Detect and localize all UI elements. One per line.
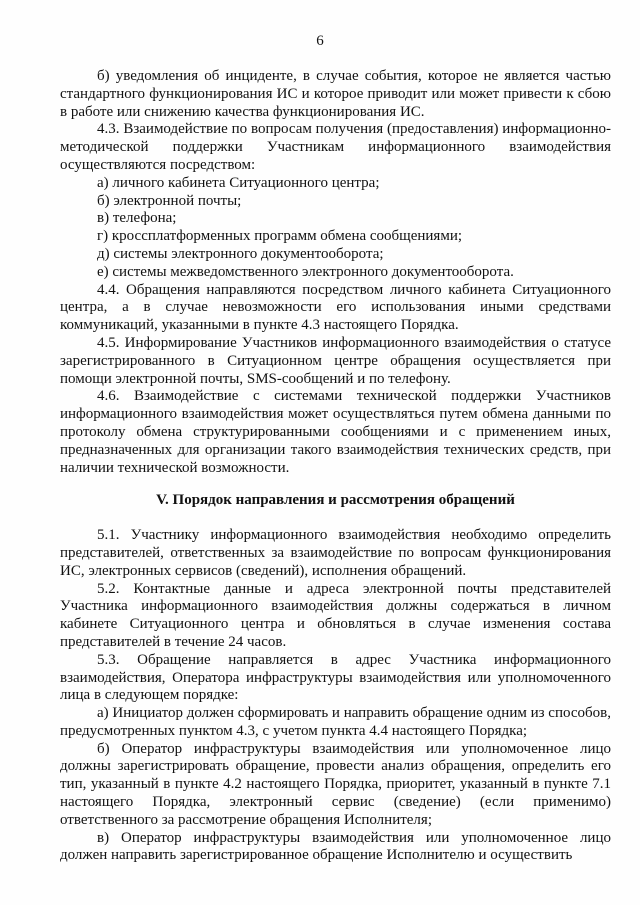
section-heading: V. Порядок направления и рассмотрения обращений xyxy=(156,492,515,509)
page-number: 6 xyxy=(316,33,324,49)
list-item: б) Оператор инфраструктуры взаимодействия или уполномоченное лицо должны зарегистрировать обращение, провести анализ обращения, определить его тип, указанный в пункте 4.2 настоящего Порядка, приоритет, указанный в пункте 7.1 настоящего Порядка, электронный сервис (сведение) (если применимо) ответственного за рассмотрение обращения Исполнителя; xyxy=(60,740,611,828)
paragraph: б) уведомления об инциденте, в случае события, которое не является частью стандартного функционирования ИС и которое приводит или может привести к сбою в работе или снижению качества функционирования ИС. xyxy=(60,68,611,120)
paragraph: 4.4. Обращения направляются посредством личного кабинета Ситуационного центра, а в случае невозможности его использования иными средствами коммуникаций, указанными в пункте 4.3 настоящего Порядка. xyxy=(60,281,611,334)
list-item: б) электронной почты; xyxy=(97,192,242,209)
paragraph: 4.5. Информирование Участников информационного взаимодействия о статусе зарегистрированного в Ситуационном центре обращения осуществляется при помощи электронной почты, SMS-сообщений и по телефону. xyxy=(60,334,611,387)
list-item: а) Инициатор должен сформировать и направить обращение одним из способов, предусмотренных пунктом 4.3, с учетом пункта 4.4 настоящего Порядка; xyxy=(60,705,611,739)
list-item: д) системы электронного документооборота; xyxy=(97,245,384,262)
list-item: г) кроссплатформенных программ обмена сообщениями; xyxy=(97,228,463,245)
list-item: а) личного кабинета Ситуационного центра; xyxy=(97,174,380,191)
paragraph: 4.3. Взаимодействие по вопросам получения (предоставления) информационно-методической поддержки Участникам информационного взаимодействия осуществляются посредством: xyxy=(60,121,611,173)
list-item: в) Оператор инфраструктуры взаимодействия или уполномоченное лицо должен направить зарегистрированное обращение Исполнителю и осуществить xyxy=(60,829,611,864)
paragraph: 4.6. Взаимодействие с системами технической поддержки Участников информационного взаимодействия может осуществляться путем обмена данными по протоколу обмена структурированными сообщениями и с применением иных, предназначенных для организации такого взаимодействия технических средств, при наличии технической возможности. xyxy=(60,388,611,476)
paragraph: 5.3. Обращение направляется в адрес Участника информационного взаимодействия, Оператора инфраструктуры взаимодействия или уполномоченного лица в следующем порядке: xyxy=(60,651,611,704)
paragraph: 5.1. Участнику информационного взаимодействия необходимо определить представителей, ответственных за взаимодействие по вопросам функционирования ИС, электронных сервисов (сведений), исполнения обращений. xyxy=(60,527,611,579)
document-body xyxy=(60,68,611,865)
list-item: е) системы межведомственного электронного документооборота. xyxy=(97,263,514,280)
list-item: в) телефона; xyxy=(97,210,177,227)
paragraph: 5.2. Контактные данные и адреса электронной почты представителей Участника информационного взаимодействия должны содержаться в личном кабинете Ситуационного центра и обновляться в случае изменения состава представителей в течение 24 часов. xyxy=(60,580,611,650)
